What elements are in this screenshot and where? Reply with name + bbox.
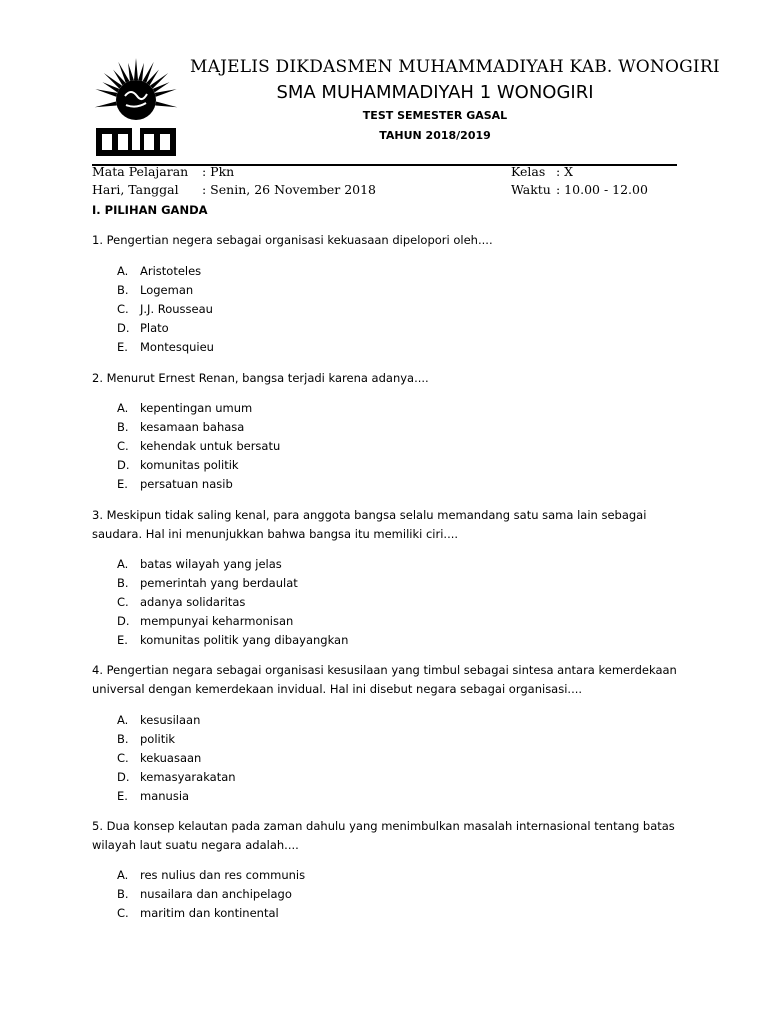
question-2 [92,369,682,388]
option: D. mempunyai keharmonisan [117,614,294,628]
option: B. pemerintah yang berdaulat [117,576,298,590]
class-value: : X [556,164,574,179]
option: A. kesusilaan [117,713,201,727]
organization-name: MAJELIS DIKDASMEN MUHAMMADIYAH KAB. WONOGIRI [190,57,720,77]
question-text: 2. Menurut Ernest Renan, bangsa terjadi karena adanya.... [92,371,429,385]
time-value: : 10.00 - 12.00 [556,182,648,197]
question-text: 4. Pengertian negara sebagai organisasi kesusilaan yang timbul sebagai sintesa antara kemerdekaan [92,663,677,677]
option: E. manusia [117,789,190,803]
option: C. kehendak untuk bersatu [117,439,281,453]
question-text: saudara. Hal ini menunjukkan bahwa bangsa itu memiliki ciri.... [92,527,459,541]
time-label: Waktu [511,182,551,197]
option: C. adanya solidaritas [117,595,246,609]
option: B. Logeman [117,283,194,297]
subject-value: : Pkn [202,164,235,179]
question-text: 5. Dua konsep kelautan pada zaman dahulu yang menimbulkan masalah internasional tentang batas [92,819,675,833]
option: B. kesamaan bahasa [117,420,245,434]
question-text: 3. Meskipun tidak saling kenal, para anggota bangsa selalu memandang satu sama lain sebagai [92,508,647,522]
option: D. Plato [117,321,169,335]
option: B. politik [117,732,176,746]
question-text: wilayah laut suatu negara adalah.... [92,838,299,852]
option: C. J.J. Rousseau [117,302,213,316]
option: E. komunitas politik yang dibayangkan [117,633,349,647]
option: A. res nulius dan res communis [117,868,306,882]
question-4-options [117,711,236,806]
question-3-options [117,555,348,650]
question-5 [92,817,682,855]
question-3 [92,506,682,544]
subject-label: Mata Pelajaran [92,164,189,179]
question-4 [92,661,682,699]
option: A. batas wilayah yang jelas [117,557,282,571]
muhammadiyah-logo-icon [92,56,180,160]
question-5-options [117,866,305,923]
option: A. kepentingan umum [117,401,253,415]
option: E. Montesquieu [117,340,214,354]
date-label: Hari, Tanggal [92,182,179,197]
option: D. kemasyarakatan [117,770,236,784]
question-1 [92,231,682,250]
question-text: universal dengan kemerdekaan invidual. Hal ini disebut negara sebagai organisasi.... [92,682,583,696]
option: B. nusailara dan anchipelago [117,887,292,901]
option: D. komunitas politik [117,458,239,472]
option: C. maritim dan kontinental [117,906,279,920]
class-label: Kelas [511,164,546,179]
section-title: I. PILIHAN GANDA [92,203,208,217]
test-title: TEST SEMESTER GASAL [362,109,508,122]
question-text: 1. Pengertian negera sebagai organisasi kekuasaan dipelopori oleh.... [92,233,493,247]
question-2-options [117,399,280,494]
option: A. Aristoteles [117,264,202,278]
date-value: : Senin, 26 November 2018 [202,182,377,197]
option: E. persatuan nasib [117,477,233,491]
school-name: SMA MUHAMMADIYAH 1 WONOGIRI [276,82,594,103]
option: C. kekuasaan [117,751,202,765]
academic-year: TAHUN 2018/2019 [379,129,491,142]
question-1-options [117,262,214,357]
